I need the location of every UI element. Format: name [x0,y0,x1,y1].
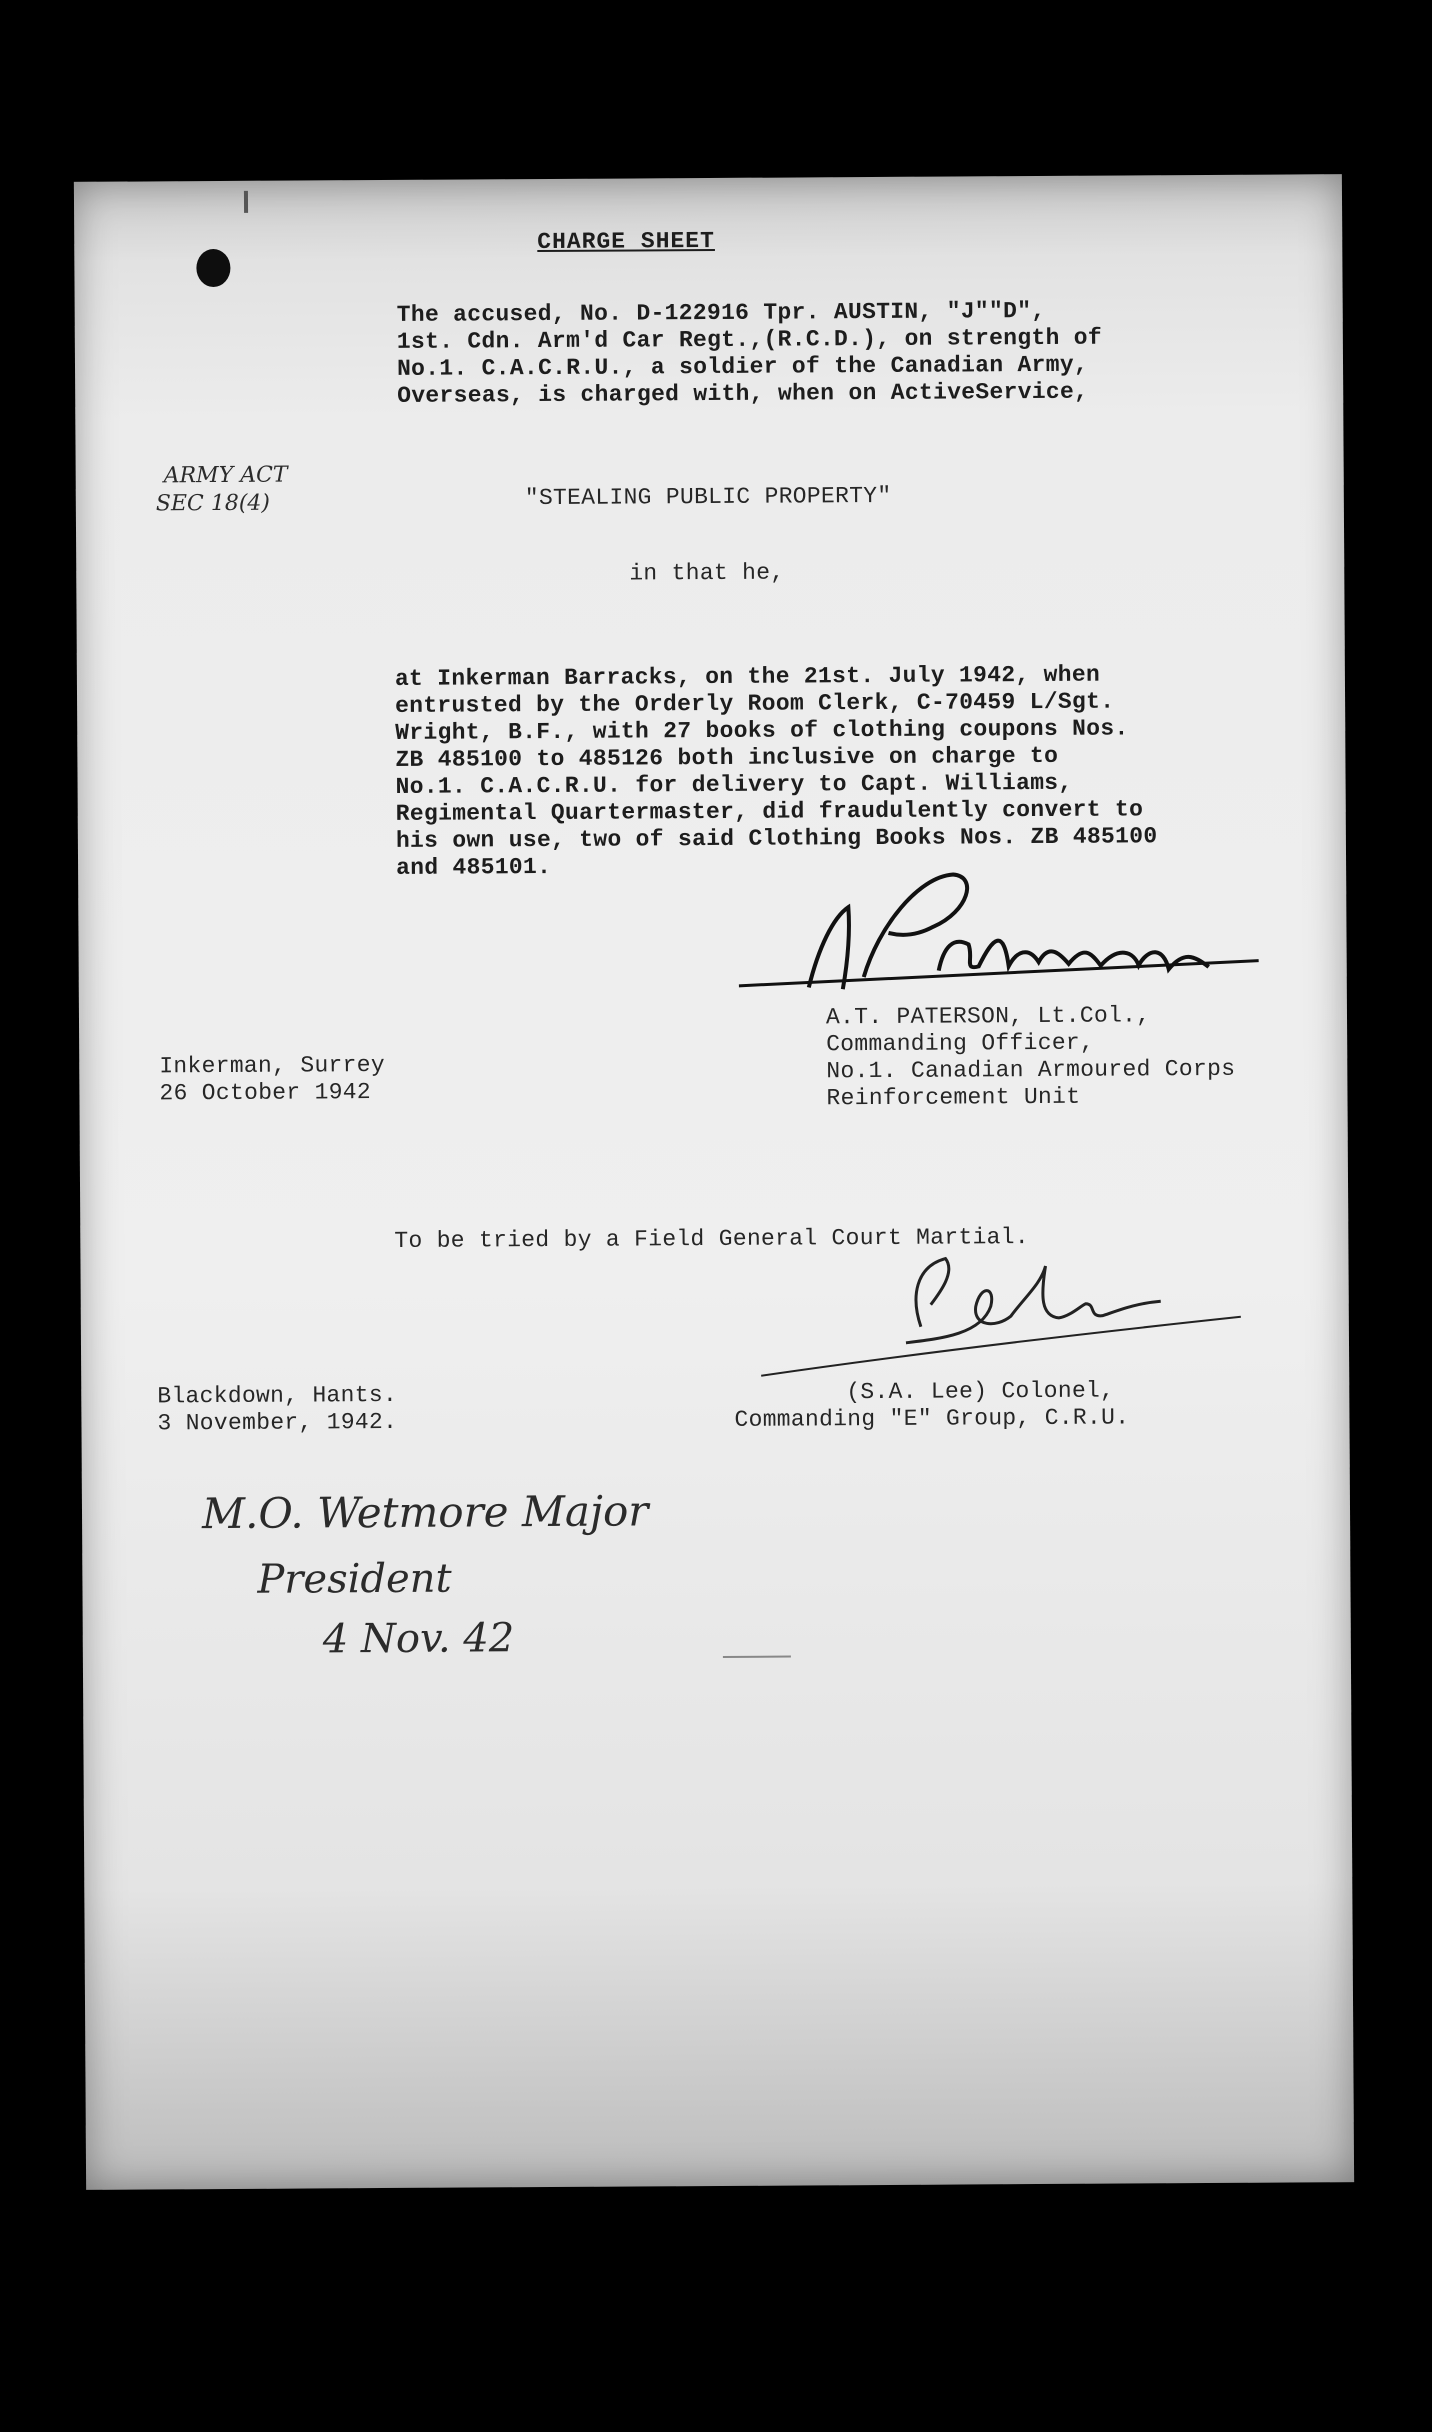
punch-hole-blot [196,249,230,287]
document-page [74,174,1354,2190]
margin-note-line: ARMY ACT [163,462,288,489]
tried-by-line: To be tried by a Field General Court Martial. [394,1224,1030,1254]
paterson-signature [738,864,1339,1008]
place-line: Blackdown, Hants. [157,1381,398,1410]
particulars-line: and 485101. [395,853,552,881]
document-title: CHARGE SHEET [537,227,715,256]
particulars-line: ZB 485100 to 485126 both inclusive on charge to [395,742,1059,773]
particulars-line: entrusted by the Orderly Room Clerk, C-70459 L/Sgt. [395,688,1115,719]
charge-statement: "STEALING PUBLIC PROPERTY" [524,482,892,512]
signatory-line: Commanding Officer, [826,1029,1095,1058]
date-line: 3 November, 1942. [157,1408,398,1437]
intro-line: 1st. Cdn. Arm'd Car Regt.,(R.C.D.), on strength of [396,324,1103,355]
particulars-line: No.1. C.A.C.R.U. for delivery to Capt. Williams, [395,769,1073,800]
signatory-line: Reinforcement Unit [826,1083,1081,1112]
in-that-line: in that he, [629,559,785,587]
particulars-line: Regimental Quartermaster, did fraudulently convert to [395,796,1144,827]
particulars-line: Wright, B.F., with 27 books of clothing coupons Nos. [395,715,1129,746]
president-note-line: President [257,1555,452,1603]
signatory-line: No.1. Canadian Armoured Corps [826,1055,1236,1085]
stray-mark [723,1656,791,1658]
intro-line: No.1. C.A.C.R.U., a soldier of the Canadian Army, [396,351,1089,382]
convening-line: (S.A. Lee) Colonel, [846,1377,1115,1406]
particulars-line: his own use, two of said Clothing Books Nos. ZB 485100 [395,823,1158,854]
particulars-line: at Inkerman Barracks, on the 21st. July 1942, when [394,661,1101,692]
date-line: 26 October 1942 [159,1079,372,1107]
president-note-line: M.O. Wetmore Major [201,1486,649,1539]
lee-signature [740,1244,1301,1387]
ink-mark [244,191,248,213]
signatory-line: A.T. PATERSON, Lt.Col., [825,1002,1151,1031]
president-note-line: 4 Nov. 42 [322,1615,515,1663]
place-line: Inkerman, Surrey [159,1052,385,1080]
margin-note-line: SEC 18(4) [155,490,271,517]
intro-line: The accused, No. D-122916 Tpr. AUSTIN, "J""D", [396,297,1046,328]
convening-line: Commanding "E" Group, C.R.U. [734,1404,1130,1433]
intro-line: Overseas, is charged with, when on ActiveService, [397,378,1089,409]
